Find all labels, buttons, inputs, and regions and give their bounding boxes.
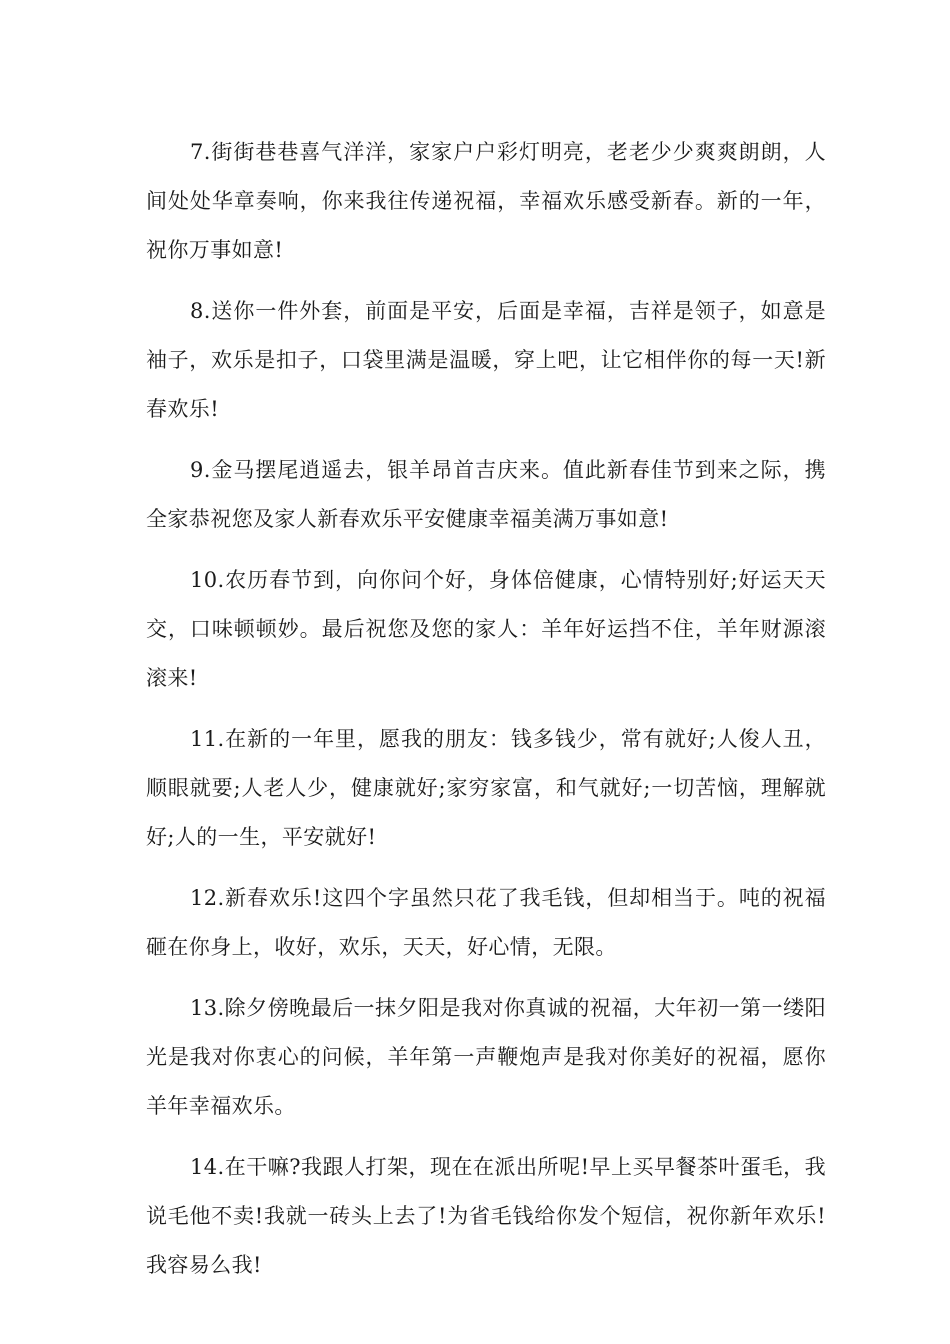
paragraph-11: 11.在新的一年里，愿我的朋友：钱多钱少，常有就好;人俊人丑，顺眼就要;人老人少，健康就好;家穷家富，和气就好;一切苦恼，理解就好;人的一生，平安就好! xyxy=(146,727,826,849)
paragraph-9: 9.金马摆尾逍遥去，银羊昂首吉庆来。值此新春佳节到来之际，携全家恭祝您及家人新春欢乐平安健康幸福美满万事如意! xyxy=(146,458,826,531)
document-body xyxy=(146,128,826,1302)
paragraph-13: 13.除夕傍晚最后一抹夕阳是我对你真诚的祝福，大年初一第一缕阳光是我对你衷心的问候，羊年第一声鞭炮声是我对你美好的祝福，愿你羊年幸福欢乐。 xyxy=(146,996,826,1118)
paragraph-10: 10.农历春节到，向你问个好，身体倍健康，心情特别好;好运天天交，口味顿顿妙。最后祝您及您的家人：羊年好运挡不住，羊年财源滚滚来! xyxy=(146,568,826,690)
paragraph-12: 12.新春欢乐!这四个字虽然只花了我毛钱，但却相当于。吨的祝福砸在你身上，收好，欢乐，天天，好心情，无限。 xyxy=(146,886,826,959)
paragraph-7: 7.街街巷巷喜气洋洋，家家户户彩灯明亮，老老少少爽爽朗朗，人间处处华章奏响，你来我往传递祝福，幸福欢乐感受新春。新的一年，祝你万事如意! xyxy=(146,140,826,262)
paragraph-14: 14.在干嘛?我跟人打架，现在在派出所呢!早上买早餐茶叶蛋毛，我说毛他不卖!我就一砖头上去了!为省毛钱给你发个短信，祝你新年欢乐!我容易么我! xyxy=(146,1155,826,1277)
paragraph-8: 8.送你一件外套，前面是平安，后面是幸福，吉祥是领子，如意是袖子，欢乐是扣子，口袋里满是温暖，穿上吧，让它相伴你的每一天!新春欢乐! xyxy=(146,299,826,421)
